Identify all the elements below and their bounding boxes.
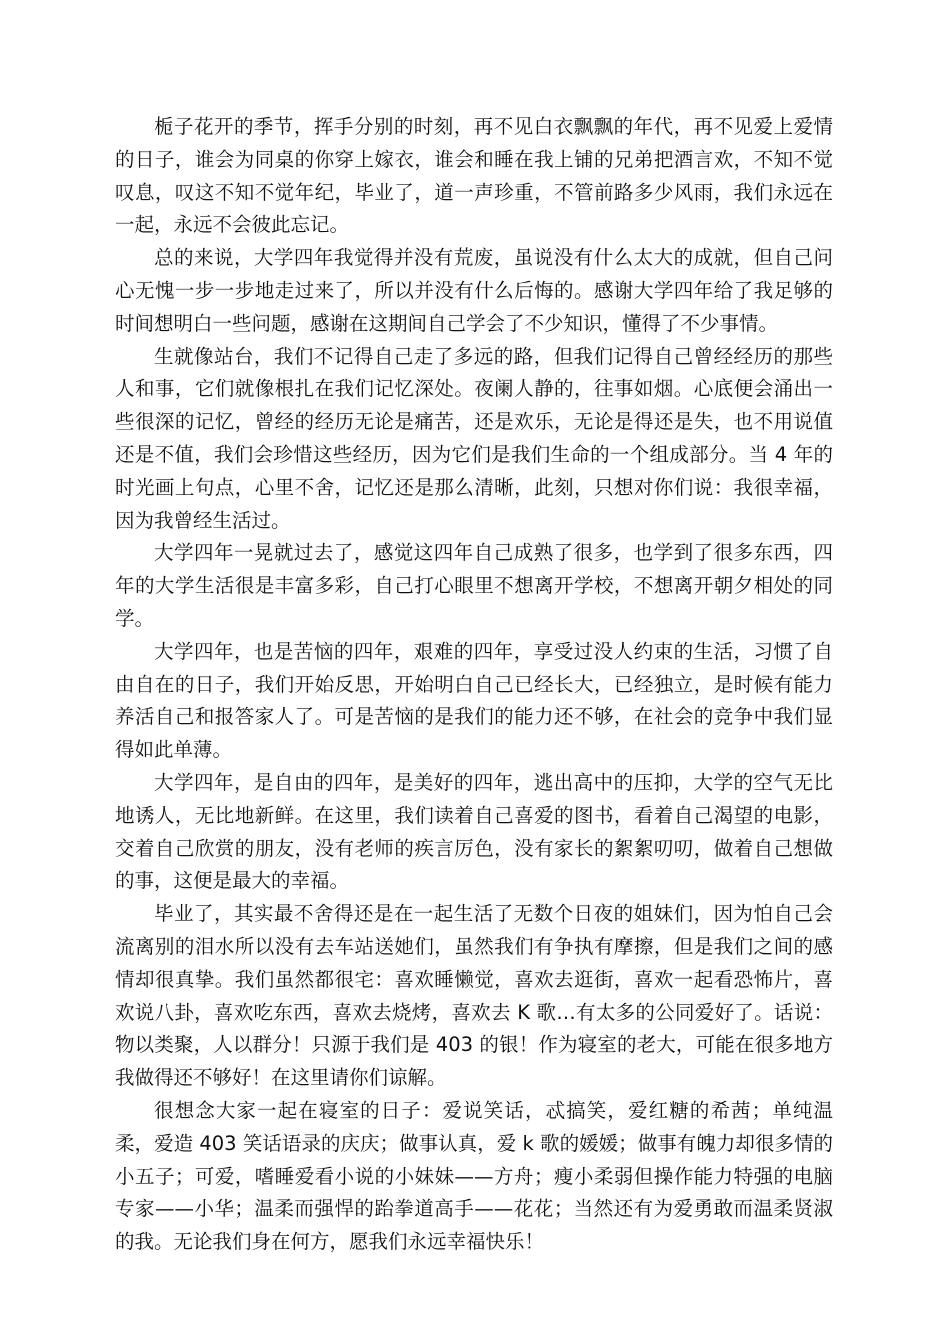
paragraph: 大学四年，也是苦恼的四年，艰难的四年，享受过没人约束的生活，习惯了自由自在的日子，我们开始反思，开始明白自己已经长大，已经独立，是时候有能力养活自己和报答家人了。可是苦恼的是我们的能力还不够，在社会的竞争中我们显得如此单薄。 [115, 639, 833, 762]
paragraph: 大学四年一晃就过去了，感觉这四年自己成熟了很多，也学到了很多东西，四年的大学生活很是丰富多彩，自己打心眼里不想离开学校，不想离开朝夕相处的同学。 [115, 541, 833, 630]
paragraph: 很想念大家一起在寝室的日子：爱说笑话，忒搞笑，爱红糖的希茜；单纯温柔，爱造 403 笑话语录的庆庆；做事认真，爱 k 歌的媛媛；做事有魄力却很多情的小五子；可爱，嗜睡爱看小说的小妹妹——方舟；瘦小柔弱但操作能力特强的电脑专家——小华；温柔而强悍的跆拳道高手——花花；当然还有为爱勇敢而温柔贤淑的我。无论我们身在何方，愿我们永远幸福快乐！ [115, 1098, 833, 1254]
paragraph: 栀子花开的季节，挥手分别的时刻，再不见白衣飘飘的年代，再不见爱上爱情的日子，谁会为同桌的你穿上嫁衣，谁会和睡在我上铺的兄弟把酒言欢，不知不觉叹息，叹这不知不觉年纪，毕业了，道一声珍重，不管前路多少风雨，我们永远在一起，永远不会彼此忘记。 [115, 115, 833, 237]
paragraph: 毕业了，其实最不舍得还是在一起生活了无数个日夜的姐妹们，因为怕自己会流离别的泪水所以没有去车站送她们，虽然我们有争执有摩擦，但是我们之间的感情却很真挚。我们虽然都很宅：喜欢睡懒觉，喜欢去逛街，喜欢一起看恐怖片，喜欢说八卦，喜欢吃东西，喜欢去烧烤，喜欢去 K 歌…有太多的公同爱好了。话说：物以类聚，人以群分！只源于我们是 403 的银！作为寝室的老大，可能在很多地方我做得还不够好！在这里请你们谅解。 [115, 902, 833, 1090]
paragraph: 生就像站台，我们不记得自己走了多远的路，但我们记得自己曾经经历的那些人和事，它们就像根扎在我们记忆深处。夜阑人静的，往事如烟。心底便会涌出一些很深的记忆，曾经的经历无论是痛苦，还是欢乐，无论是得还是失，也不用说值还是不值，我们会珍惜这些经历，因为它们是我们生命的一个组成部分。当 4 年的时光画上句点，心里不舍，记忆还是那么清晰，此刻，只想对你们说：我很幸福，因为我曾经生活过。 [115, 344, 833, 532]
paragraph: 大学四年，是自由的四年，是美好的四年，逃出高中的压抑，大学的空气无比地诱人，无比地新鲜。在这里，我们读着自己喜爱的图书，看着自己渴望的电影，交着自己欣赏的朋友，没有老师的疾言厉色，没有家长的絮絮叨叨，做着自己想做的事，这便是最大的幸福。 [115, 770, 833, 893]
document-body [115, 111, 833, 1259]
paragraph: 总的来说，大学四年我觉得并没有荒废，虽说没有什么太大的成就，但自己问心无愧一步一步地走过来了，所以并没有什么后悔的。感谢大学四年给了我足够的时间想明白一些问题，感谢在这期间自己学会了不少知识，懂得了不少事情。 [115, 246, 833, 335]
